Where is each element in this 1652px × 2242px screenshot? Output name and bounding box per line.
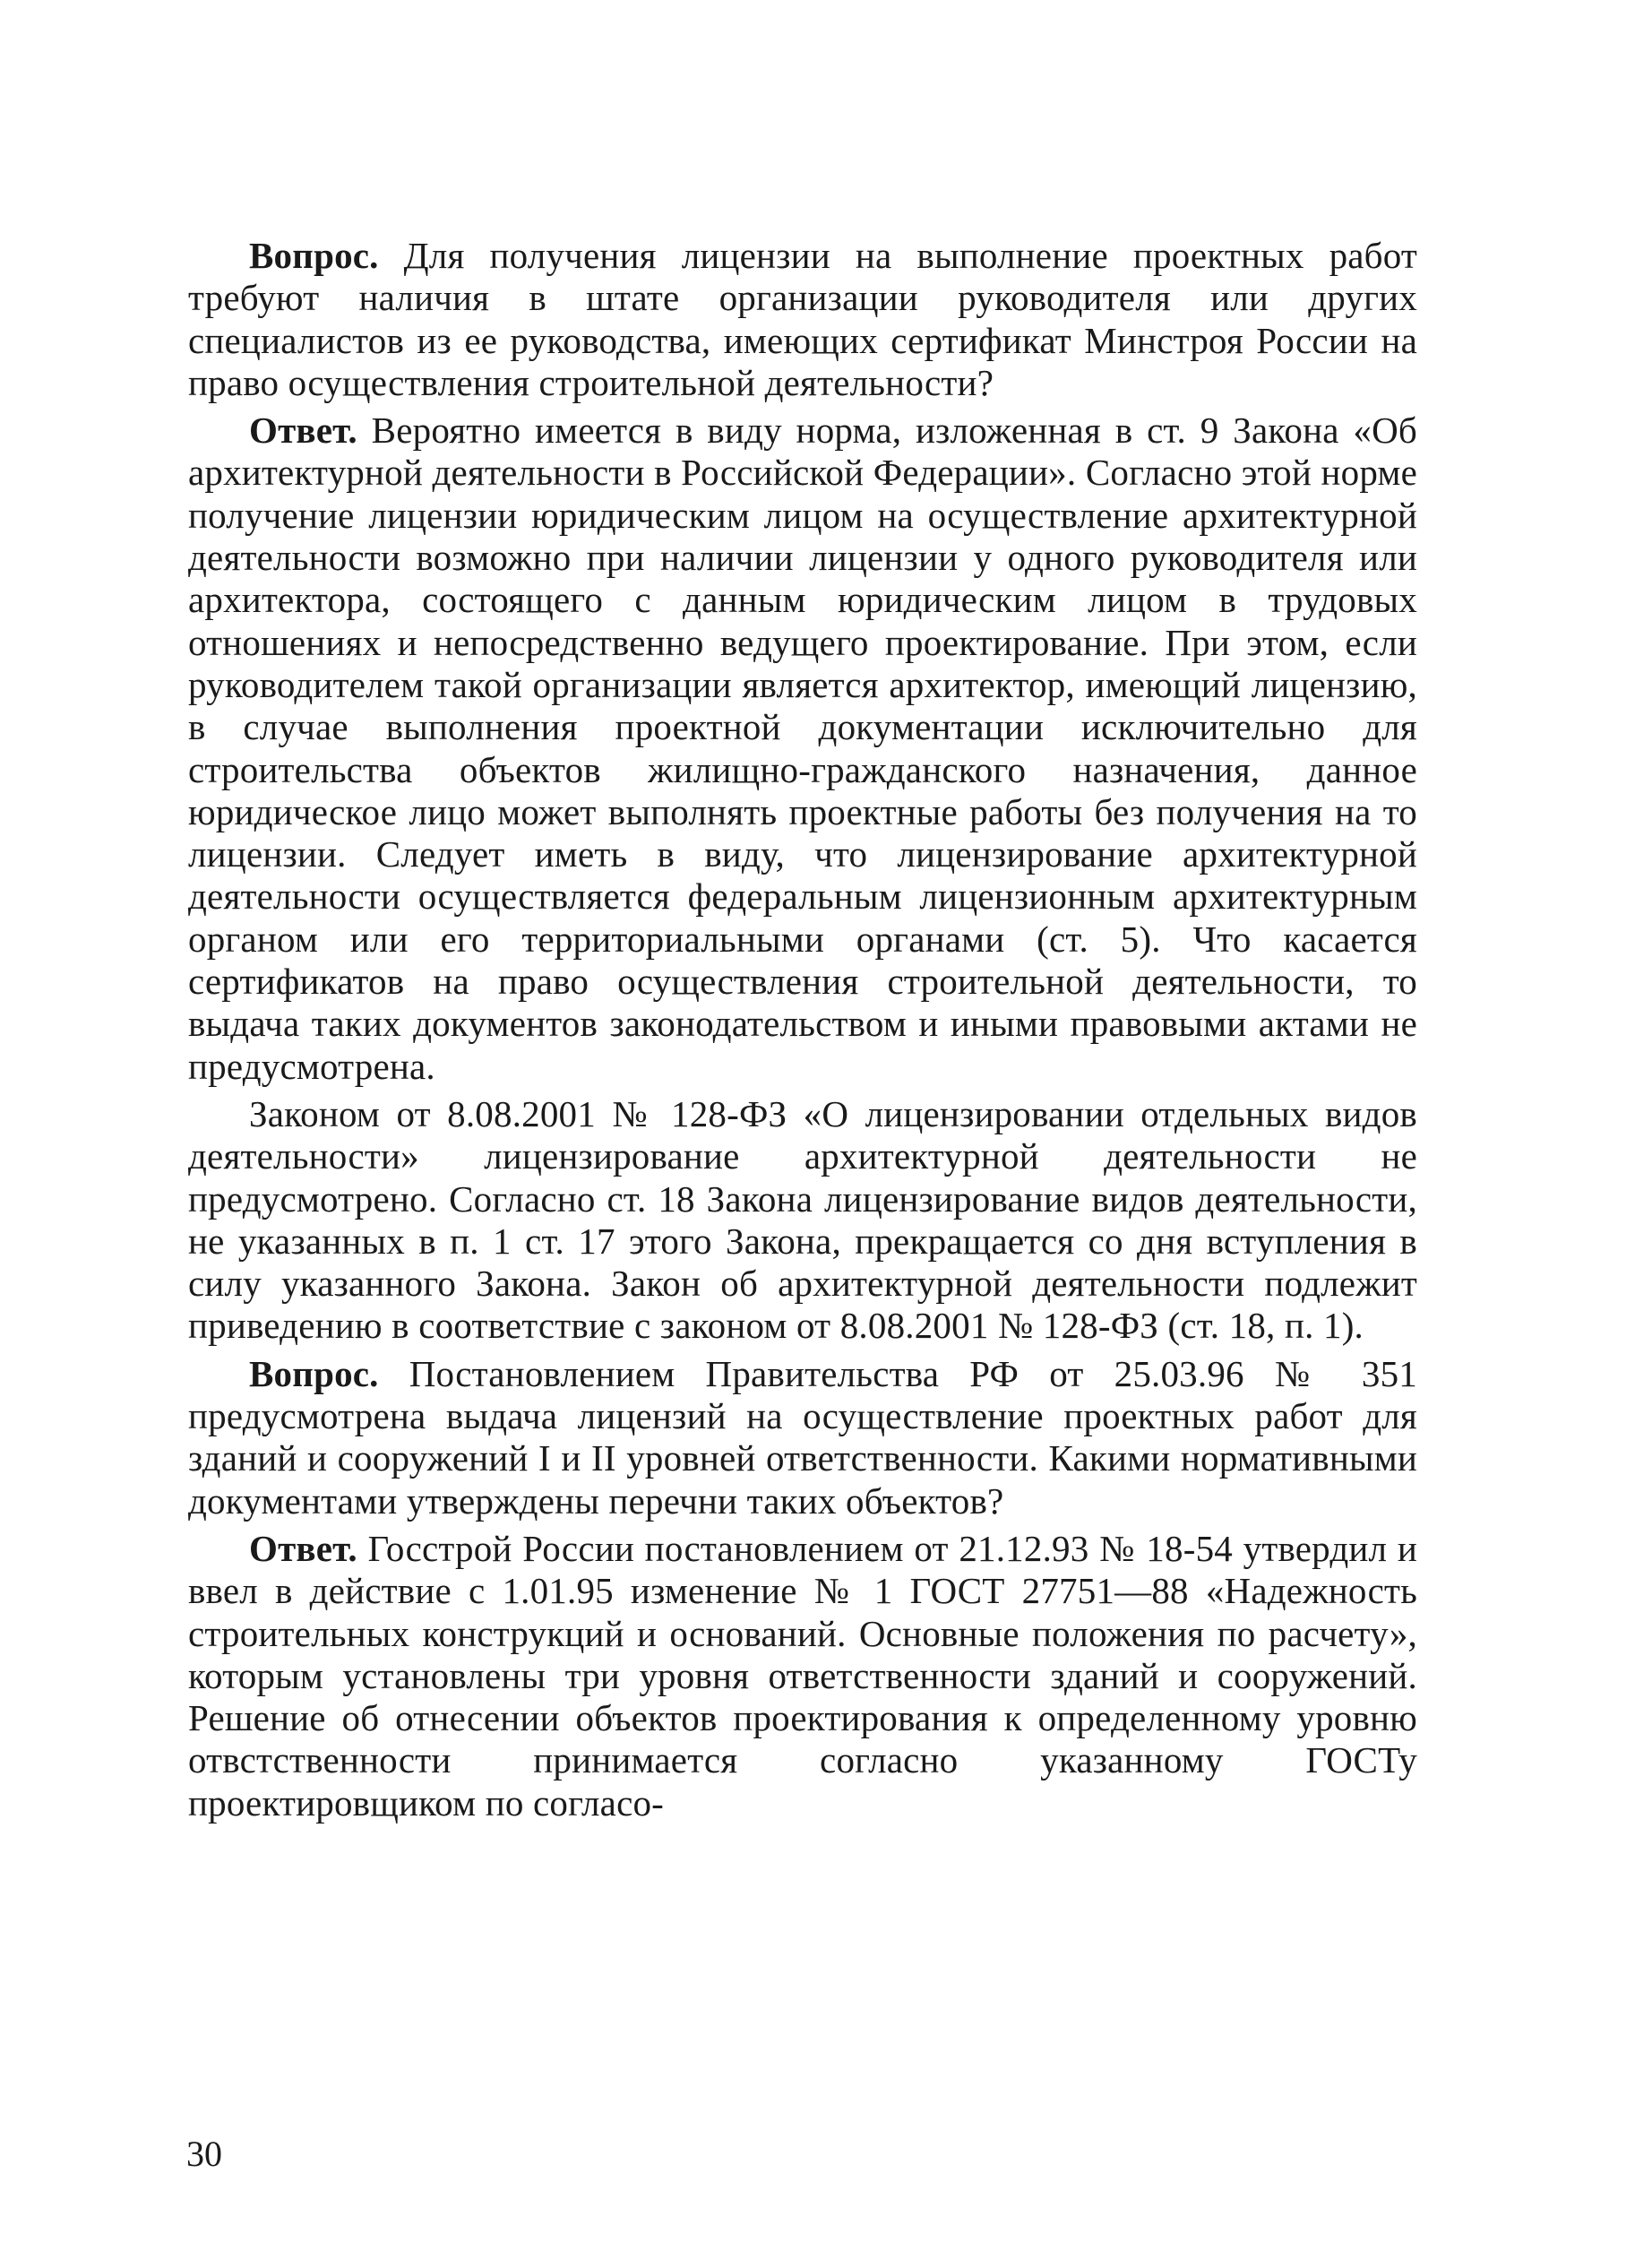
page-number: 30 [186, 2134, 222, 2174]
answer-text: Госстрой России постановлением от 21.12.93 № 18-54 утвердил и ввел в действие с 1.01.95 изменение № 1 ГОСТ 27751—88 «Надежность строительных конструкций и оснований. Основные положения по расчету», которым установлены три уровня ответственности зданий и сооружений. Решение об отнесении объектов проектирования к определенному уровню отвстственности принимается согласно указанному ГОСТу проектировщиком по согласо- [188, 1527, 1418, 1824]
answer-paragraph-2 [188, 1528, 1417, 1824]
answer-text: Вероятно имеется в виду норма, изложенная в ст. 9 Закона «Об архитектурной деятельности в Российской Федерации». Согласно этой норме получение лицензии юридическим лицом на осуществление архитектурной деятельности возможно при наличии лицензии у одного руководителя или архитектора, состоящего с данным юридическим лицом в трудовых отношениях и непосредственно ведущего проектирование. При этом, если руководителем такой организации является архитектор, имеющий лицензию, в случае выполнения проектной документации исключительно для строительства объектов жилищно-гражданского назначения, данное юридическое лицо может выполнять проектные работы без получения на то лицензии. Следует иметь в виду, что лицензирование архитектурной деятельности осуществляется федеральным лицензионным архитектурным органом или его территориальными органами (ст. 5). Что касается сертификатов на право осуществления строительной деятельности, то выдача таких документов законодательством и иными правовыми актами не предусмотрена. [188, 410, 1417, 1087]
page-body [188, 235, 1417, 1824]
answer-continuation-text: Законом от 8.08.2001 № 128-ФЗ «О лицензировании отдельных видов деятельности» лицензирование архитектурной деятельности не предусмотрено. Согласно ст. 18 Закона лицензирование видов деятельности, не указанных в п. 1 ст. 17 этого Закона, прекращается со дня вступления в силу указанного Закона. Закон об архитектурной деятельности подлежит приведению в соответствие с законом от 8.08.2001 № 128-ФЗ (ст. 18, п. 1). [188, 1092, 1417, 1347]
answer-label: Ответ. [249, 410, 357, 452]
question-label: Вопрос. [249, 1352, 379, 1394]
question-text: Для получения лицензии на выполнение проектных работ требуют наличия в штате организации руководителя или других специалистов из ее руководства, имеющих сертификат Минстроя России на право осуществления строительной деятельности? [188, 235, 1418, 403]
answer-label: Ответ. [249, 1527, 357, 1569]
question-paragraph-2 [188, 1353, 1417, 1522]
question-paragraph-1 [188, 235, 1417, 404]
answer-paragraph-1-continued [188, 1093, 1417, 1348]
question-text: Постановлением Правительства РФ от 25.03.96 № 351 предусмотрена выдача лицензий на осуществление проектных работ для зданий и сооружений I и II уровней ответственности. Какими нормативными документами утверждены перечни таких объектов? [188, 1352, 1418, 1522]
answer-paragraph-1 [188, 410, 1417, 1088]
question-label: Вопрос. [249, 235, 379, 276]
